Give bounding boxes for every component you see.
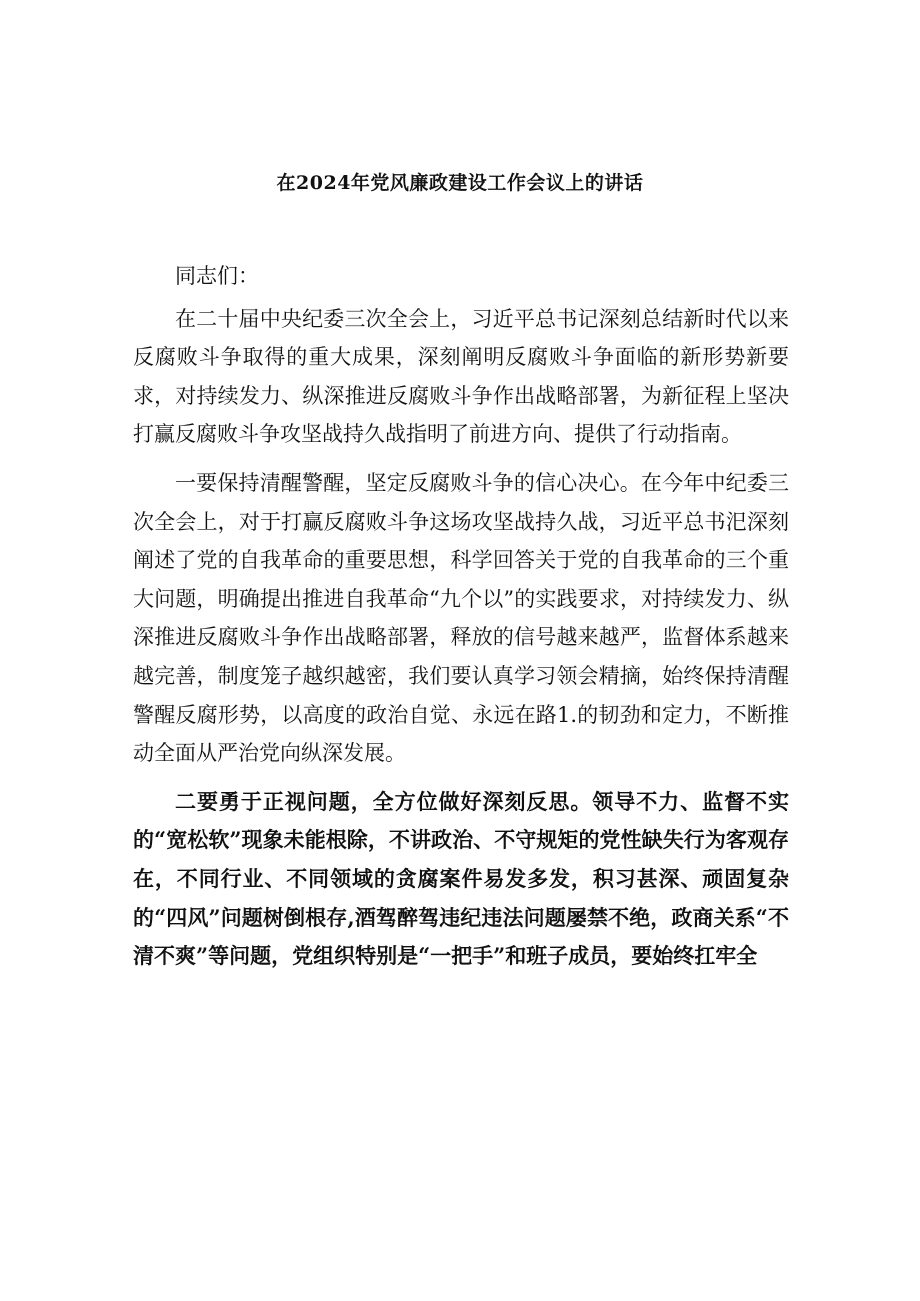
paragraph-1: 在二十届中央纪委三次全会上，习近平总书记深刻总结新时代以来反腐败斗争取得的重大成果，深刻阐明反腐败斗争面临的新形势新要求，对持续发力、纵深推进反腐败斗争作出战略部署，为新征程上坚决打赢反腐败斗争攻坚战持久战指明了前进方向、提供了行动指南。: [133, 306, 789, 447]
salutation: 同志们：: [175, 264, 259, 288]
document-body: [133, 257, 789, 976]
paragraph-3: 二要勇于正视问题，全方位做好深刻反思。领导不力、监督不实的“宽松软”现象未能根除，不讲政治、不守规矩的党性缺失行为客观存在，不同行业、不同领域的贪腐案件易发多发，积习甚深、顽固复杂的“四风”问题树倒根存,酒驾醉驾违纪违法问题屡禁不绝，政商关系“不清不爽”等问题，党组织特别是“一把手”和班子成员，要始终扛牢全: [133, 788, 789, 969]
document-title: 在2024年党风廉政建设工作会议上的讲话: [276, 172, 644, 194]
paragraph-2: 一要保持清醒警醒，坚定反腐败斗争的信心决心。在今年中纪委三次全会上，对于打赢反腐败斗争这场攻坚战持久战，习近平总书汜深刻阐述了党的自我革命的重要思想，科学回答关于党的自我革命的三个重大问题，明确提出推进自我革命“九个以”的实践要求，对持续发力、纵深推进反腐败斗争作出战略部署，释放的信号越来越严，监督体系越来越完善，制度笼子越织越密，我们要认真学习领会精摘，始终保持清醒警醒反腐形势，以高度的政治自觉、永远在路1.的韧劲和定力，不断推动全面从严治党向纵深发展。: [133, 470, 789, 766]
